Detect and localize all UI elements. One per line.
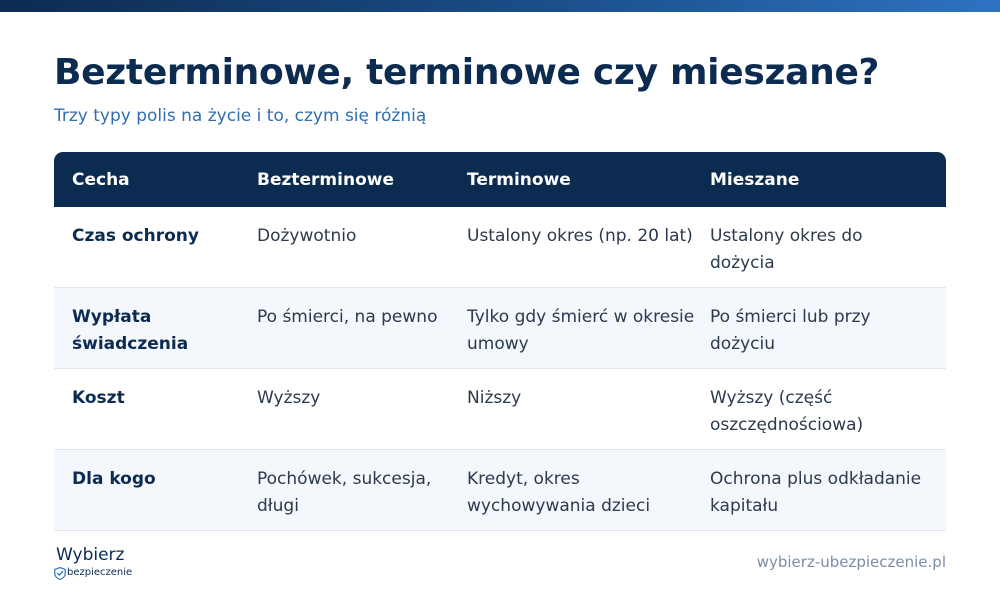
row-feature-label: Dla kogo: [72, 469, 156, 489]
footer-website-url: wybierz-ubezpieczenie.pl: [756, 553, 946, 571]
logo-wordmark: Wybierz: [56, 545, 125, 565]
top-accent-bar: [0, 0, 1000, 12]
table-cell: Tylko gdy śmierć w okresie umowy: [467, 307, 695, 354]
table-cell: Po śmierci lub przy dożyciu: [710, 307, 871, 354]
table-row: [54, 288, 946, 369]
table-cell: Wyższy (część oszczędnościowa): [710, 388, 864, 435]
row-feature-label: Wypłata świadczenia: [72, 307, 189, 354]
row-feature-label: Czas ochrony: [72, 226, 199, 246]
table-row: [54, 207, 946, 288]
table-cell: Pochówek, sukcesja, długi: [257, 469, 432, 516]
table-cell: Wyższy: [257, 388, 321, 408]
table-cell: Dożywotnio: [257, 226, 357, 246]
table-cell: Kredyt, okres wychowywania dzieci: [467, 469, 651, 516]
table-row: [54, 369, 946, 450]
column-header-whole-life: Bezterminowe: [257, 169, 394, 190]
brand-logo: [54, 545, 144, 581]
page-title: Bezterminowe, terminowe czy mieszane?: [54, 52, 880, 93]
logo-subword: bezpieczenie: [67, 567, 133, 578]
row-feature-label: Koszt: [72, 388, 125, 408]
table-header: [54, 152, 946, 207]
table-cell: Po śmierci, na pewno: [257, 307, 438, 327]
table-row: [54, 450, 946, 531]
comparison-table: [54, 152, 946, 531]
column-header-endowment: Mieszane: [710, 169, 800, 190]
column-header-feature: Cecha: [72, 169, 130, 190]
table-cell: Ochrona plus odkładanie kapitału: [710, 469, 922, 516]
table-cell: Ustalony okres (np. 20 lat): [467, 226, 693, 246]
table-cell: Niższy: [467, 388, 522, 408]
column-header-term: Terminowe: [467, 169, 571, 190]
page-subtitle: Trzy typy polis na życie i to, czym się różnią: [54, 106, 427, 126]
table-cell: Ustalony okres do dożycia: [710, 226, 863, 273]
shield-check-icon: [54, 567, 66, 580]
